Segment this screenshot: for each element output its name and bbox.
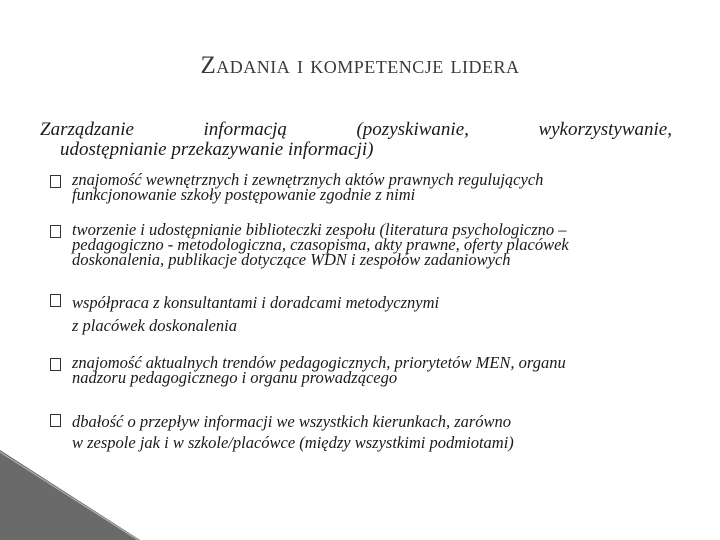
slide-title: Zadania i kompetencje lidera [200, 52, 520, 79]
list-item-line: w zespole jak i w szkole/placówce (między wszystkimi podmiotami) [72, 433, 514, 452]
list-item-text [72, 355, 672, 385]
list-item-line: znajomość aktualnych trendów pedagogicznych, priorytetów MEN, organu [72, 353, 566, 372]
list-item-text [72, 291, 672, 337]
list-item-line: nadzoru pedagogicznego i organu prowadzącego [72, 368, 398, 387]
list-item-line: tworzenie i udostępnianie biblioteczki zespołu (literatura psychologiczno – [72, 220, 567, 239]
square-bullet-icon [50, 358, 61, 371]
square-bullet-icon [50, 294, 61, 307]
intro-line-1 [40, 120, 672, 140]
list-item-line: pedagogiczno - metodologiczna, czasopisma, akty prawne, oferty placówek [72, 235, 569, 254]
list-item-line: z placówek doskonalenia [72, 316, 237, 335]
list-item-text [72, 222, 672, 267]
intro-word: (pozyskiwanie, [356, 119, 469, 140]
list-item-line: znajomość wewnętrznych i zewnętrznych aktów prawnych regulujących [72, 170, 544, 189]
list-item-line: doskonalenia, publikacje dotyczące WDN i zespołów zadaniowych [72, 250, 511, 269]
list-item-text [72, 411, 672, 453]
list-item [50, 222, 672, 267]
list-item-line: funkcjonowanie szkoły postępowanie zgodnie z nimi [72, 185, 416, 204]
square-bullet-icon [50, 414, 61, 427]
bullet-list [50, 172, 672, 453]
square-bullet-icon [50, 175, 61, 188]
list-item-line: dbałość o przepływ informacji we wszystkich kierunkach, zarówno [72, 412, 512, 431]
list-item-line: współpraca z konsultantami i doradcami metodycznymi [72, 293, 440, 312]
intro-word: wykorzystywanie, [538, 119, 672, 140]
intro-paragraph [40, 120, 672, 160]
intro-line-2: udostępnianie przekazywanie informacji) [60, 139, 374, 160]
list-item [50, 411, 672, 453]
square-bullet-icon [50, 225, 61, 238]
intro-word: informacją [203, 119, 287, 140]
corner-triangle [0, 450, 140, 540]
corner-decoration [0, 450, 140, 540]
list-item [50, 172, 672, 202]
list-item [50, 291, 672, 337]
list-item-text [72, 172, 672, 202]
intro-word: Zarządzanie [40, 119, 134, 140]
list-item [50, 355, 672, 385]
